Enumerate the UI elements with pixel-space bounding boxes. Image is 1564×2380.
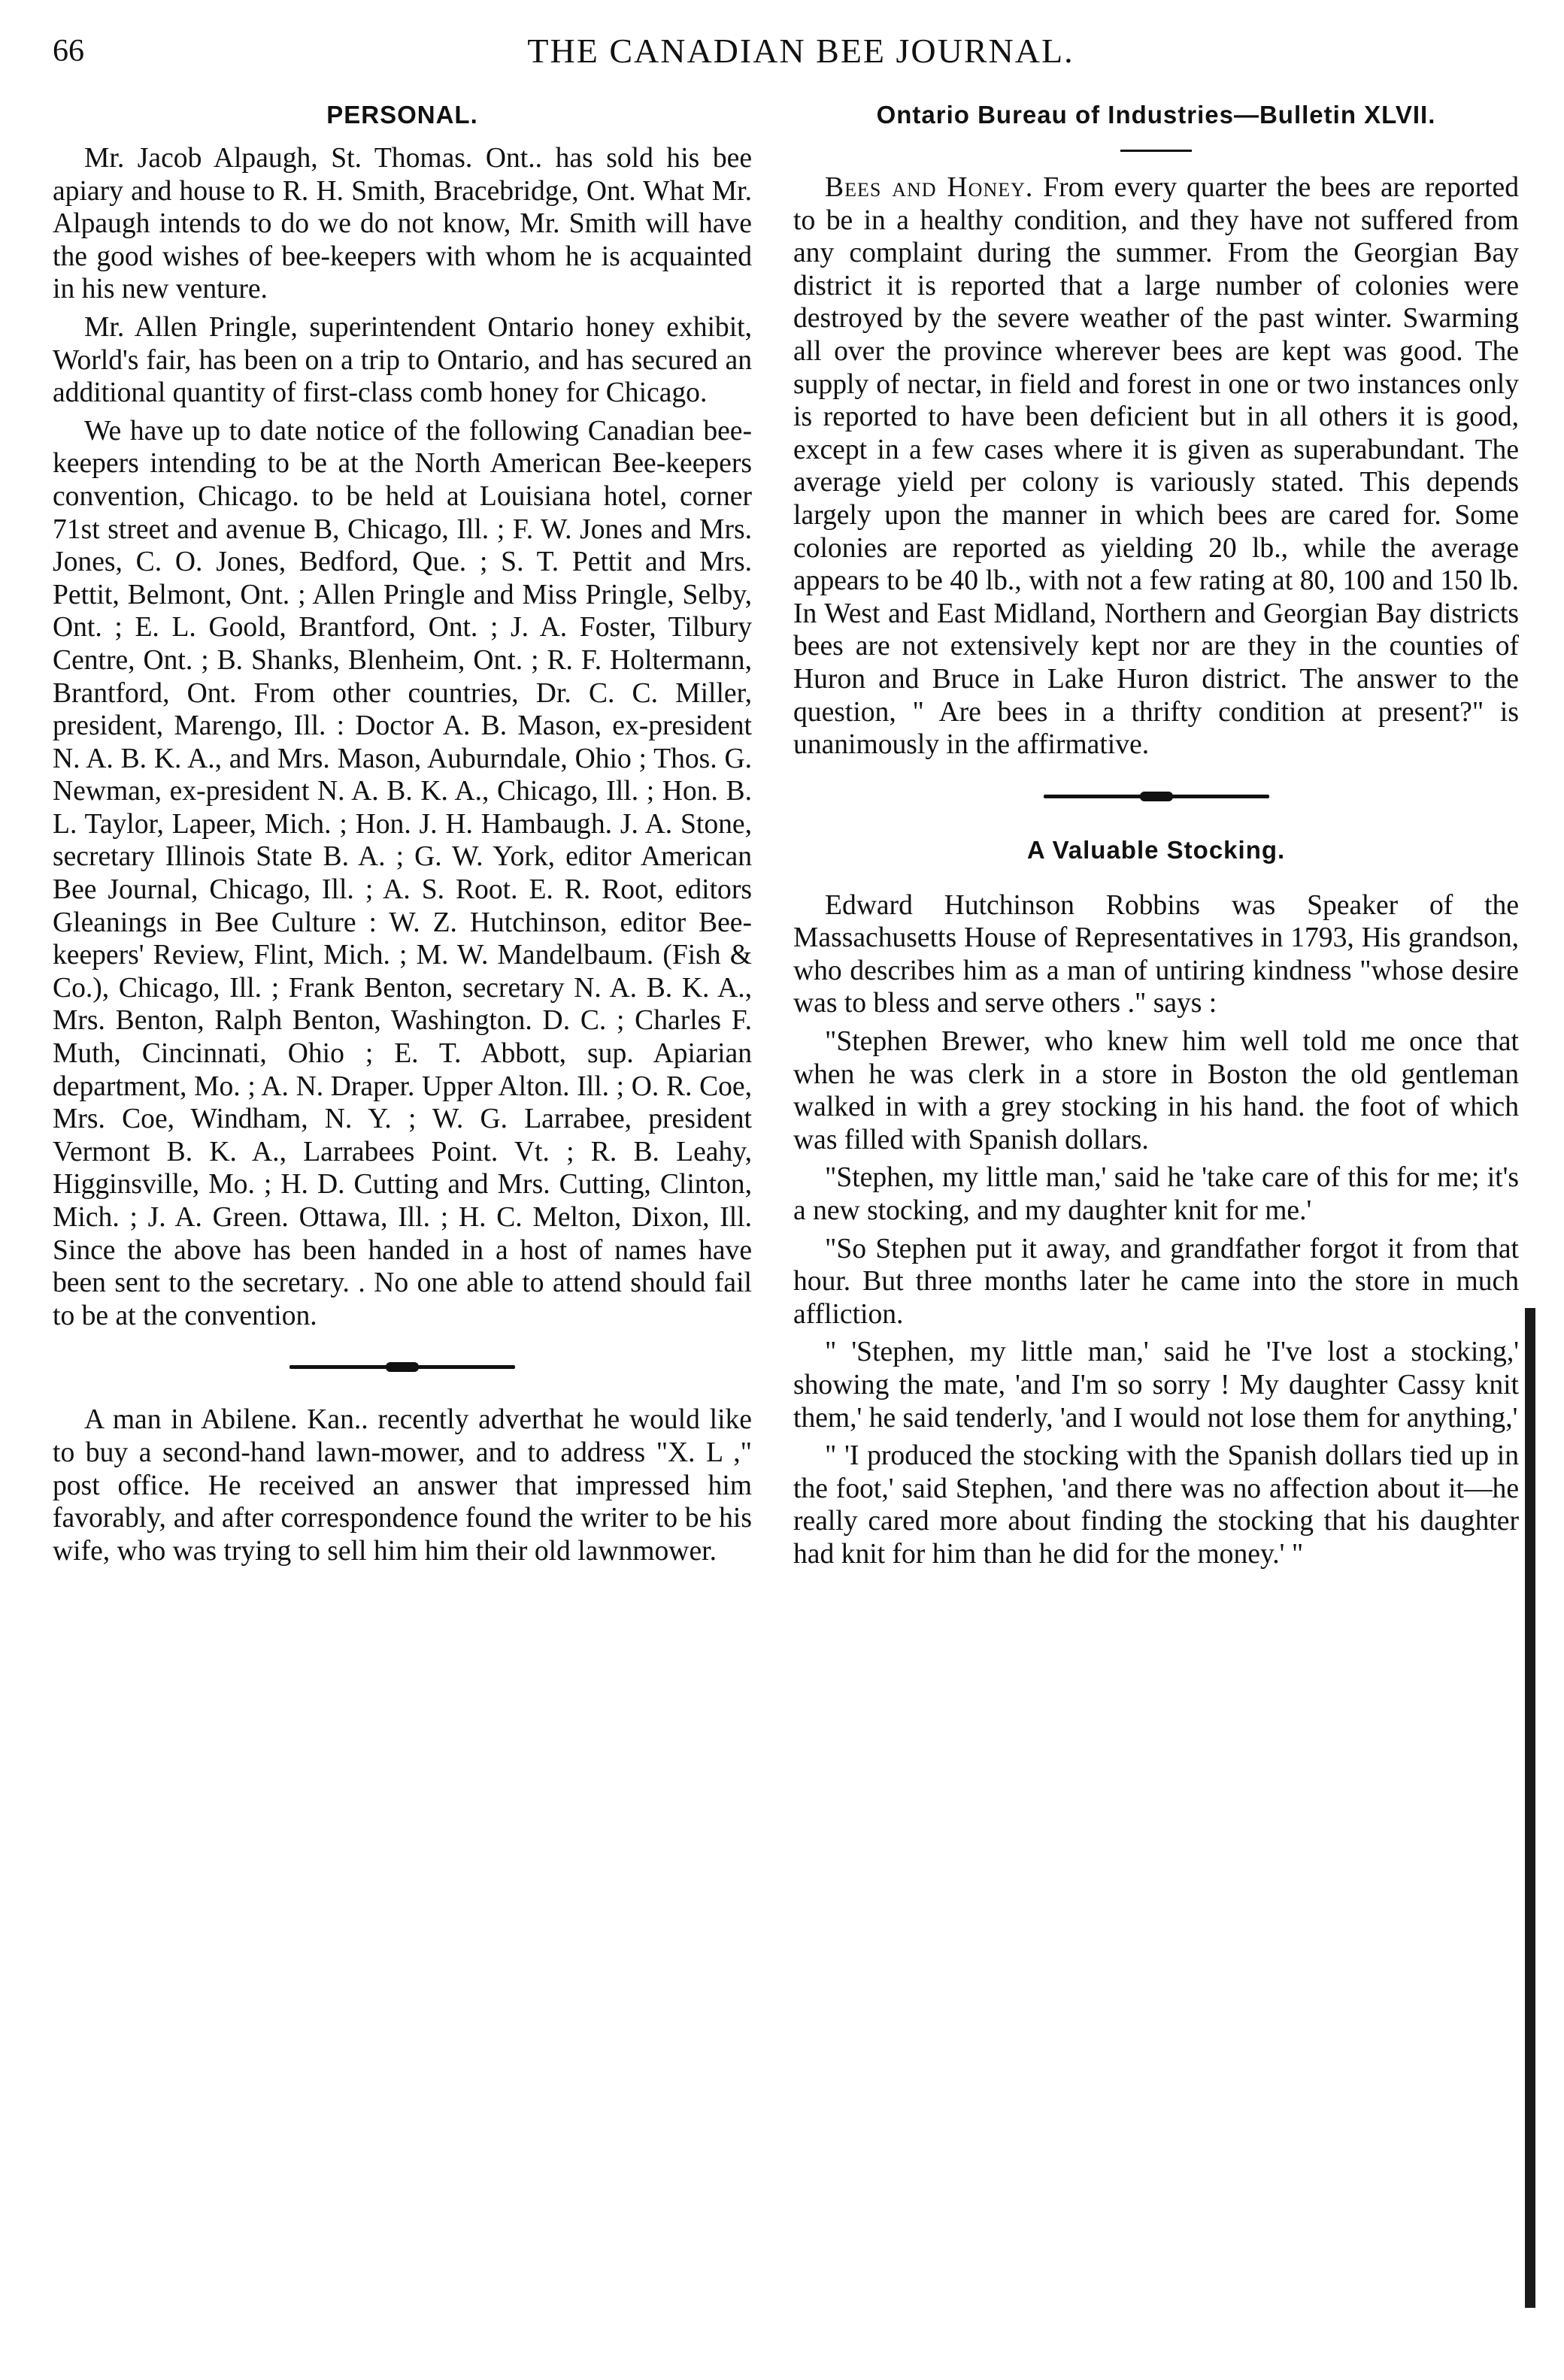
abilene-paragraph: A man in Abilene. Kan.. recently adverthat he would like to buy a second-hand lawn-mower, and to address "X. L ," post office. He received an answer that impressed him favorably, and after correspondence found the writer to be his wife, who was trying to sell him him their old lawnmower. — [53, 1404, 752, 1567]
bulletin-heading: Ontario Bureau of Industries—Bulletin XLVII. — [876, 101, 1436, 129]
running-head — [53, 29, 1519, 74]
ornamental-rule — [1044, 795, 1269, 798]
stocking-paragraph: "Stephen Brewer, who knew him well told me once that when he was clerk in a store in Boston the old gentleman walked in with a grey stocking in his hand. the foot of which was filled with Spanish dollars. — [793, 1026, 1519, 1155]
left-column — [53, 98, 752, 1573]
ornamental-rule — [289, 1365, 515, 1369]
stocking-paragraph: "Stephen, my little man,' said he 'take care of this for me; it's a new stocking, and my daughter knit for me.' — [793, 1162, 1519, 1227]
personal-heading: PERSONAL. — [326, 101, 478, 129]
bulletin-body: From every quarter the bees are reported to be in a healthy condition, and they have not suffered from any complaint during the summer. From the Georgian Bay district it is reported that a large number of colonies were destroyed by the severe weather of the past winter. Swarming all over the province wherever bees are kept was good. The supply of nectar, in field and forest in one or two instances only is reported to have been deficient but in all others it is good, except in a few cases where it is given as superabundant. The average yield per colony is variously stated. This depends largely upon the manner in which bees are cared for. Some colonies are reported as yielding 20 lb., while the average appears to be 40 lb., with not a few rating at 80, 100 and 150 lb. In West and East Midland, Northern and Georgian Bay districts bees are not extensively kept nor are they in the counties of Huron and Bruce in Lake Huron district. The answer to the question, " Are bees in a thrifty condition at present?" is unanimously in the affirmative. — [793, 172, 1519, 761]
stocking-paragraph: " 'Stephen, my little man,' said he 'I've lost a stocking,' showing the mate, 'and I'm so sorry ! My daughter Cassy knit them,' he said tenderly, 'and I would not lose them for anything,' — [793, 1337, 1519, 1434]
stocking-paragraph: "So Stephen put it away, and grandfather forgot it from that hour. But three months later he came into the store in much affliction. — [793, 1233, 1519, 1330]
stocking-heading: A Valuable Stocking. — [1026, 835, 1286, 864]
right-column — [793, 98, 1519, 1576]
short-rule — [1120, 150, 1192, 152]
personal-paragraph: We have up to date notice of the following Canadian bee-keepers intending to be at the North American Bee-keepers convention, Chicago. to be held at Louisiana hotel, corner 71st street and avenue B, Chicago, Ill. ; F. W. Jones and Mrs. Jones, C. O. Jones, Bedford, Que. ; S. T. Pettit and Mrs. Pettit, Belmont, Ont. ; Allen Pringle and Miss Pringle, Selby, Ont. ; E. L. Goold, Brantford, Ont. ; J. A. Foster, Tilbury Centre, Ont. ; B. Shanks, Blenheim, Ont. ; R. F. Holtermann, Brantford, Ont. From other countries, Dr. C. C. Miller, president, Marengo, Ill. : Doctor A. B. Mason, ex-president N. A. B. K. A., and Mrs. Mason, Auburndale, Ohio ; Thos. G. Newman, ex-president N. A. B. K. A., Chicago, Ill. ; Hon. B. L. Taylor, Lapeer, Mich. ; Hon. J. H. Hambaugh. J. A. Stone, secretary Illinois State B. A. ; G. W. York, editor American Bee Journal, Chicago, Ill. ; A. S. Root. E. R. Root, editors Gleanings in Bee Culture : W. Z. Hutchinson, editor Bee-keepers' Review, Flint, Mich. ; M. W. Mandelbaum. (Fish & Co.), Chicago, Ill. ; Frank Benton, secretary N. A. B. K. A., Mrs. Benton, Ralph Benton, Washington. D. C. ; Charles F. Muth, Cincinnati, Ohio ; E. T. Abbott, sup. Apiarian department, Mo. ; A. N. Draper. Upper Alton. Ill. ; O. R. Coe, Mrs. Coe, Windham, N. Y. ; W. G. Larrabee, president Vermont B. K. A., Larrabees Point. Vt. ; R. B. Leahy, Higginsville, Mo. ; H. D. Cutting and Mrs. Cutting, Clinton, Mich. ; J. A. Green. Ottawa, Ill. ; H. C. Melton, Dixon, Ill. Since the above has been handed in a host of names have been sent to the secretary. . No one able to attend should fail to be at the convention. — [53, 415, 752, 1331]
stocking-paragraph: " 'I produced the stocking with the Spanish dollars tied up in the foot,' said Stephen, 'and there was no affection about it—he really cared more about finding the stocking that his daughter had knit for him than he did for the money.' " — [793, 1440, 1519, 1570]
bulletin-paragraph — [793, 171, 1519, 762]
page-number: 66 — [53, 34, 84, 68]
personal-paragraph: Mr. Jacob Alpaugh, St. Thomas. Ont.. has sold his bee apiary and house to R. H. Smith, Bracebridge, Ont. What Mr. Alpaugh intends to do we do not know, Mr. Smith will have the good wishes of bee-keepers with whom he is acquainted in his new venture. — [53, 143, 752, 305]
bees-and-honey-lead: Bees and Honey. — [825, 172, 1034, 203]
journal-title: THE CANADIAN BEE JOURNAL. — [527, 32, 1074, 70]
personal-paragraph: Mr. Allen Pringle, superintendent Ontario honey exhibit, World's fair, has been on a trip to Ontario, and has secured an additional quantity of first-class comb honey for Chicago. — [53, 311, 752, 409]
binding-edge-shadow — [1525, 1308, 1535, 2308]
stocking-paragraph: Edward Hutchinson Robbins was Speaker of the Massachusetts House of Representatives in 1793, His grandson, who describes him as a man of untiring kindness "whose desire was to bless and serve others ." says : — [793, 889, 1519, 1019]
